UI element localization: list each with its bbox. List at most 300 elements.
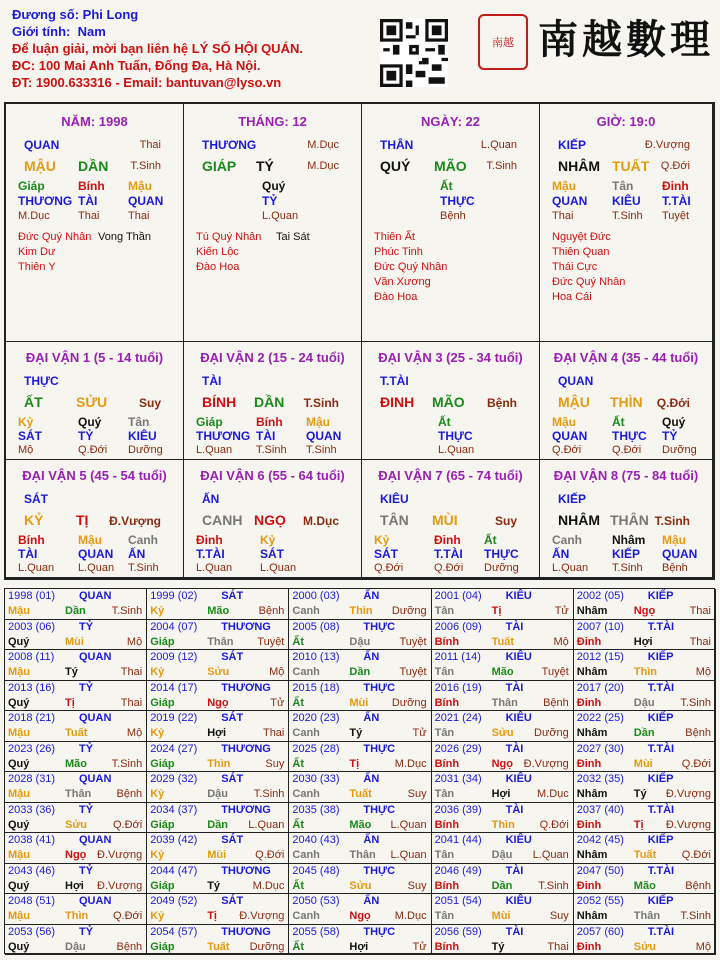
owner-name: Đương số: Phi Long bbox=[12, 7, 139, 22]
year-star: Tuyệt bbox=[399, 666, 427, 678]
year-stem: Giáp bbox=[150, 757, 175, 770]
year-branch: Mão bbox=[491, 666, 514, 678]
hidden-star: Q.Đới bbox=[552, 444, 582, 456]
hidden-star: Q.Đới bbox=[374, 562, 404, 574]
year-cell bbox=[289, 803, 431, 834]
year-cell bbox=[432, 711, 574, 742]
pillar-title: NGÀY: 22 bbox=[421, 114, 480, 129]
year-god: QUAN bbox=[79, 651, 112, 663]
year-label: 2055 (58) bbox=[292, 925, 340, 938]
year-god: TỶ bbox=[79, 681, 94, 694]
year-star: M.Dục bbox=[537, 788, 569, 800]
hidden-god: THƯƠNG bbox=[18, 194, 73, 208]
hidden-star: Dưỡng bbox=[128, 444, 163, 456]
year-god: KIÊU bbox=[505, 773, 532, 785]
year-stem: Canh bbox=[292, 605, 320, 617]
dai-van-cell bbox=[184, 342, 362, 460]
year-stem: Đinh bbox=[576, 696, 602, 709]
year-stem: Quý bbox=[8, 818, 30, 831]
special-star: Tú Quý Nhân bbox=[196, 231, 262, 243]
year-cell bbox=[289, 589, 431, 620]
year-star: Mộ bbox=[695, 940, 711, 953]
gender-label: Giới tính: bbox=[12, 24, 71, 39]
year-branch: Mão bbox=[349, 818, 372, 831]
year-label: 1998 (01) bbox=[8, 590, 56, 602]
year-stem: Giáp bbox=[150, 940, 175, 953]
year-stem: Bính bbox=[434, 879, 460, 892]
hidden-stem: Giáp bbox=[196, 415, 223, 429]
brand-logo: 南越數理 bbox=[538, 15, 714, 63]
year-cell bbox=[574, 833, 716, 864]
hidden-stem: Mậu bbox=[128, 179, 152, 193]
year-stem: Tân bbox=[434, 849, 455, 861]
pillar-can: MẬU bbox=[24, 158, 56, 174]
year-branch: Thân bbox=[491, 696, 518, 709]
year-god: TÀI bbox=[505, 864, 524, 877]
year-label: 2018 (21) bbox=[8, 712, 56, 724]
hidden-god: TỶ bbox=[78, 429, 94, 443]
year-star: Suy bbox=[265, 757, 285, 770]
year-cell bbox=[147, 711, 289, 742]
dai-van-chi: NGỌ bbox=[254, 512, 286, 528]
year-stem: Giáp bbox=[150, 635, 175, 648]
year-stem: Đinh bbox=[576, 757, 602, 770]
pillar-can: NHÂM bbox=[558, 158, 600, 174]
year-cell bbox=[147, 742, 289, 773]
year-stem: Bính bbox=[434, 940, 460, 953]
year-stem: Nhâm bbox=[576, 666, 608, 678]
year-label: 2048 (51) bbox=[8, 895, 56, 907]
year-cell bbox=[5, 803, 147, 834]
year-star: Bệnh bbox=[685, 727, 711, 739]
year-cell bbox=[432, 589, 574, 620]
pillar-chi: TÝ bbox=[256, 158, 274, 174]
dai-van-god: QUAN bbox=[558, 374, 594, 388]
year-stem: Quý bbox=[8, 940, 30, 953]
hidden-star: Q.Đới bbox=[612, 444, 642, 456]
year-god: KIÊU bbox=[505, 651, 532, 663]
year-label: 2050 (53) bbox=[292, 895, 340, 907]
year-cell bbox=[147, 650, 289, 681]
year-cell bbox=[432, 833, 574, 864]
hidden-star: Thai bbox=[552, 210, 574, 222]
year-label: 2043 (46) bbox=[8, 864, 56, 877]
pillar-chi: TUẤT bbox=[612, 158, 650, 174]
hidden-star: T.Sinh bbox=[256, 444, 287, 456]
year-cell bbox=[289, 864, 431, 895]
year-branch: Sửu bbox=[491, 727, 514, 739]
year-cell bbox=[289, 772, 431, 803]
hidden-god: QUAN bbox=[306, 429, 342, 443]
year-branch: Sửu bbox=[65, 818, 88, 831]
year-god: KIẾP bbox=[647, 651, 674, 663]
year-star: Tử bbox=[412, 940, 427, 953]
hidden-god: THỰC bbox=[484, 547, 519, 561]
year-god: KIÊU bbox=[505, 834, 532, 846]
year-star: Suy bbox=[407, 788, 427, 800]
year-stem: Kỷ bbox=[150, 605, 165, 617]
year-stem: Giáp bbox=[150, 818, 175, 831]
pillar-cell bbox=[184, 104, 362, 342]
year-god: QUAN bbox=[79, 895, 112, 907]
year-god: THỰC bbox=[363, 925, 396, 938]
pillar-title: THÁNG: 12 bbox=[238, 114, 307, 129]
year-god: ẤN bbox=[363, 651, 380, 663]
year-star: T.Sinh bbox=[253, 788, 285, 800]
hidden-stem: Mậu bbox=[662, 533, 686, 547]
hidden-god: T.TÀI bbox=[662, 194, 691, 208]
year-label: 2038 (41) bbox=[8, 834, 56, 846]
year-label: 2028 (31) bbox=[8, 773, 56, 785]
year-label: 2034 (37) bbox=[150, 803, 198, 816]
year-star: Bệnh bbox=[543, 696, 569, 709]
year-cell bbox=[289, 742, 431, 773]
year-stem: Đinh bbox=[576, 940, 602, 953]
hidden-stem: Bính bbox=[78, 179, 105, 193]
dai-van-can: BÍNH bbox=[202, 394, 237, 410]
hidden-stem: Mậu bbox=[552, 179, 576, 193]
hidden-star: L.Quan bbox=[438, 444, 475, 456]
year-label: 2033 (36) bbox=[8, 803, 56, 816]
year-star: Bệnh bbox=[116, 788, 143, 800]
dai-van-can: TÂN bbox=[380, 512, 409, 528]
year-cell bbox=[5, 589, 147, 620]
year-cell bbox=[147, 589, 289, 620]
year-stem: Ất bbox=[292, 635, 304, 648]
year-label: 2011 (14) bbox=[434, 651, 481, 663]
dai-van-cell bbox=[362, 342, 540, 460]
year-stem: Nhâm bbox=[576, 849, 608, 861]
year-label: 2025 (28) bbox=[292, 742, 340, 755]
year-label: 2027 (30) bbox=[576, 742, 624, 755]
year-star: Bệnh bbox=[116, 940, 143, 953]
year-label: 2002 (05) bbox=[576, 590, 624, 602]
year-god: SÁT bbox=[221, 895, 244, 907]
dai-van-star: Q.Đới bbox=[656, 396, 690, 410]
dai-van-can: ẤT bbox=[24, 394, 43, 410]
year-label: 2036 (39) bbox=[434, 803, 482, 816]
year-label: 2003 (06) bbox=[8, 620, 56, 633]
year-label: 2005 (08) bbox=[292, 620, 340, 633]
year-stem: Canh bbox=[292, 849, 320, 861]
year-branch: Hợi bbox=[633, 635, 653, 648]
hidden-stem: Bính bbox=[256, 415, 283, 429]
year-stem: Mậu bbox=[8, 605, 30, 617]
year-branch: Hợi bbox=[349, 940, 369, 953]
year-god: TỶ bbox=[79, 620, 94, 633]
year-branch: Tý bbox=[207, 879, 221, 892]
year-stem: Mậu bbox=[8, 788, 30, 800]
year-label: 2047 (50) bbox=[576, 864, 624, 877]
dai-van-cell bbox=[362, 460, 540, 578]
year-label: 2052 (55) bbox=[576, 895, 624, 907]
year-branch: Tuất bbox=[349, 788, 372, 800]
year-label: 2006 (09) bbox=[434, 620, 482, 633]
year-stem: Nhâm bbox=[576, 727, 608, 739]
year-god: SÁT bbox=[221, 712, 244, 724]
pillar-can: GIÁP bbox=[202, 158, 237, 174]
year-stem: Kỷ bbox=[150, 910, 165, 922]
hidden-stem: Quý bbox=[662, 415, 686, 429]
hidden-stem: Canh bbox=[128, 533, 158, 547]
year-label: 2032 (35) bbox=[576, 773, 624, 785]
contact-note: Để luận giải, mời bạn liên hệ LÝ SỐ HỘI QUÁN. bbox=[12, 41, 303, 56]
special-star: Kim Dư bbox=[18, 246, 56, 258]
year-label: 2045 (48) bbox=[292, 864, 340, 877]
year-branch: Ngọ bbox=[65, 849, 87, 861]
year-label: 2040 (43) bbox=[292, 834, 340, 846]
year-cell bbox=[432, 894, 574, 925]
pillar-top-god: THÂN bbox=[380, 138, 414, 152]
hidden-god: QUAN bbox=[662, 547, 698, 561]
dai-van-star: T.Sinh bbox=[654, 514, 690, 528]
year-star: T.Sinh bbox=[680, 910, 711, 922]
year-star: Đ.Vượng bbox=[665, 788, 711, 800]
year-branch: Dậu bbox=[491, 849, 513, 861]
hidden-god: QUAN bbox=[78, 547, 114, 561]
year-branch: Mùi bbox=[491, 910, 511, 922]
dai-van-cell bbox=[6, 342, 184, 460]
year-stem: Ất bbox=[292, 757, 304, 770]
year-label: 2022 (25) bbox=[576, 712, 624, 724]
dai-van-god: KIÊU bbox=[380, 492, 409, 506]
year-cell bbox=[432, 772, 574, 803]
hidden-god: THỰC bbox=[438, 429, 473, 443]
year-stem: Ất bbox=[292, 879, 304, 892]
dai-van-title: ĐẠI VẬN 8 (75 - 84 tuổi) bbox=[553, 468, 699, 483]
hidden-star: Dưỡng bbox=[662, 444, 697, 456]
year-label: 2000 (03) bbox=[292, 590, 340, 602]
year-label: 2046 (49) bbox=[434, 864, 482, 877]
year-branch: Dần bbox=[207, 818, 228, 831]
year-god: QUAN bbox=[79, 590, 112, 602]
hidden-star: L.Quan bbox=[552, 562, 589, 574]
year-star: T.Sinh bbox=[111, 605, 143, 617]
hidden-star: Q.Đới bbox=[78, 444, 108, 456]
year-cell bbox=[574, 681, 716, 712]
hidden-star: Mộ bbox=[18, 444, 34, 456]
hidden-stem: Mậu bbox=[552, 415, 576, 429]
year-god: THỰC bbox=[363, 620, 396, 633]
year-stem: Nhâm bbox=[576, 788, 608, 800]
year-branch: Tị bbox=[491, 605, 502, 617]
year-star: Thai bbox=[120, 696, 143, 709]
special-star: Văn Xương bbox=[374, 276, 431, 288]
year-branch: Thìn bbox=[349, 605, 373, 617]
pillar-title: NĂM: 1998 bbox=[61, 114, 128, 129]
year-cell bbox=[432, 681, 574, 712]
year-star: Tuyệt bbox=[541, 666, 569, 678]
year-branch: Thìn bbox=[491, 818, 515, 831]
year-god: KIẾP bbox=[647, 773, 674, 785]
dai-van-chi: THÌN bbox=[610, 394, 643, 410]
year-star: Tuyệt bbox=[257, 635, 285, 648]
hidden-god: SÁT bbox=[374, 547, 398, 561]
year-stem: Bính bbox=[434, 818, 460, 831]
year-star: Thai bbox=[547, 940, 569, 953]
dai-van-star: Suy bbox=[494, 514, 517, 528]
hidden-stem: Đinh bbox=[662, 179, 689, 193]
year-branch: Tý bbox=[65, 666, 78, 678]
year-star: Đ.Vượng bbox=[665, 818, 711, 831]
year-star: L.Quan bbox=[390, 818, 427, 831]
year-god: THƯƠNG bbox=[221, 864, 271, 877]
year-star: Dưỡng bbox=[391, 605, 427, 617]
year-cell bbox=[574, 925, 716, 956]
dai-van-chi: THÂN bbox=[610, 512, 649, 528]
year-god: QUAN bbox=[79, 712, 112, 724]
year-branch: Mão bbox=[65, 757, 87, 770]
hidden-stem: Canh bbox=[552, 533, 582, 547]
year-cell bbox=[289, 620, 431, 651]
year-branch: Ngọ bbox=[491, 757, 513, 770]
year-god: SÁT bbox=[221, 773, 244, 785]
year-branch: Thân bbox=[207, 635, 234, 648]
year-cell bbox=[5, 894, 147, 925]
hidden-stem: Ất bbox=[440, 179, 453, 193]
contact-phone-email: ĐT: 1900.633316 - Email: bantuvan@lyso.vn bbox=[12, 75, 282, 90]
year-label: 2056 (59) bbox=[434, 925, 482, 938]
year-cell bbox=[289, 925, 431, 956]
dai-van-can: NHÂM bbox=[558, 512, 600, 528]
year-god: THỰC bbox=[363, 742, 396, 755]
year-cell bbox=[289, 833, 431, 864]
year-label: 2012 (15) bbox=[576, 651, 624, 663]
dai-van-can: MẬU bbox=[558, 394, 590, 410]
special-star: Thiên Ất bbox=[374, 231, 415, 243]
pillar-chi: DẦN bbox=[78, 158, 109, 174]
year-stem: Mậu bbox=[8, 666, 30, 678]
year-branch: Tý bbox=[491, 940, 505, 953]
year-cell bbox=[147, 833, 289, 864]
special-star: Thiên Y bbox=[18, 261, 56, 273]
special-star: Thái Cực bbox=[552, 261, 598, 273]
year-branch: Mão bbox=[207, 605, 230, 617]
dai-van-star: Suy bbox=[138, 396, 161, 410]
hidden-star: Dưỡng bbox=[484, 562, 519, 574]
hidden-star: L.Quan bbox=[196, 444, 233, 456]
year-stem: Ất bbox=[292, 696, 304, 709]
dai-van-can: KỶ bbox=[24, 512, 44, 528]
hidden-stem: Quý bbox=[262, 179, 286, 193]
year-god: SÁT bbox=[221, 834, 244, 846]
year-stem: Giáp bbox=[150, 696, 175, 709]
year-cell bbox=[5, 650, 147, 681]
year-branch: Dần bbox=[349, 666, 371, 678]
year-cell bbox=[574, 864, 716, 895]
hidden-star: Thai bbox=[128, 210, 150, 222]
year-branch: Dần bbox=[65, 605, 86, 617]
pillar-chi-star: M.Dục bbox=[307, 160, 339, 172]
dai-van-chi: DẦN bbox=[254, 394, 285, 410]
dai-van-title: ĐẠI VẬN 7 (65 - 74 tuổi) bbox=[378, 468, 523, 483]
pillar-cell bbox=[540, 104, 713, 342]
dai-van-title: ĐẠI VẬN 2 (15 - 24 tuổi) bbox=[200, 350, 345, 365]
year-branch: Tý bbox=[633, 788, 647, 800]
pillar-title: GIỜ: 19:0 bbox=[596, 114, 656, 129]
year-star: L.Quan bbox=[532, 849, 569, 861]
hidden-star: T.Sinh bbox=[128, 562, 159, 574]
pillar-chi: MÃO bbox=[434, 158, 467, 174]
hidden-star: L.Quan bbox=[260, 562, 297, 574]
year-label: 2016 (19) bbox=[434, 681, 482, 694]
hidden-god: TÀI bbox=[78, 194, 98, 208]
year-star: Đ.Vượng bbox=[523, 757, 569, 770]
year-branch: Tị bbox=[349, 757, 360, 770]
year-cell bbox=[5, 742, 147, 773]
year-god: THƯƠNG bbox=[221, 742, 271, 755]
year-cell bbox=[5, 620, 147, 651]
year-star: L.Quan bbox=[248, 818, 285, 831]
year-label: 2013 (16) bbox=[8, 681, 56, 694]
year-stem: Quý bbox=[8, 879, 30, 892]
year-branch: Tuất bbox=[65, 727, 88, 739]
pillar-top-god: THƯƠNG bbox=[202, 138, 257, 152]
year-branch: Tuất bbox=[491, 635, 514, 648]
dai-van-title: ĐẠI VẬN 3 (25 - 34 tuổi) bbox=[378, 350, 523, 365]
year-god: TỶ bbox=[79, 742, 94, 755]
year-star: Tử bbox=[412, 727, 427, 739]
dai-van-cell bbox=[540, 342, 713, 460]
year-cell bbox=[432, 620, 574, 651]
year-cell bbox=[5, 681, 147, 712]
hidden-god: TỶ bbox=[262, 194, 278, 208]
year-branch: Dậu bbox=[349, 635, 371, 648]
dai-van-title: ĐẠI VẬN 4 (35 - 44 tuổi) bbox=[553, 350, 699, 365]
hidden-god: SÁT bbox=[18, 429, 42, 443]
hidden-god: ẤN bbox=[128, 547, 146, 561]
year-cell bbox=[147, 864, 289, 895]
pillar-can: QUÝ bbox=[380, 158, 411, 174]
year-stem: Tân bbox=[434, 605, 455, 617]
year-label: 2026 (29) bbox=[434, 742, 482, 755]
year-stem: Mậu bbox=[8, 849, 30, 861]
special-star: Kiến Lộc bbox=[196, 246, 239, 258]
hidden-star: Bệnh bbox=[440, 210, 466, 222]
year-branch: Thìn bbox=[633, 666, 658, 678]
dai-van-god: KIẾP bbox=[558, 492, 587, 506]
year-branch: Mùi bbox=[65, 635, 84, 648]
hidden-stem: Mậu bbox=[78, 533, 102, 547]
hidden-god: THỰC bbox=[612, 429, 647, 443]
hidden-stem: Quý bbox=[78, 415, 102, 429]
dai-van-chi: SỬU bbox=[76, 394, 108, 410]
year-star: T.Sinh bbox=[111, 757, 143, 770]
year-label: 2035 (38) bbox=[292, 803, 340, 816]
pillar-top-star: Thai bbox=[139, 139, 161, 151]
year-star: Dưỡng bbox=[391, 696, 427, 709]
year-branch: Hợi bbox=[207, 727, 227, 739]
year-god: TÀI bbox=[505, 742, 524, 755]
year-stem: Canh bbox=[292, 727, 320, 739]
hidden-stem: Kỷ bbox=[260, 533, 276, 547]
year-cell bbox=[147, 620, 289, 651]
year-stem: Bính bbox=[434, 757, 460, 770]
hidden-star: T.Sinh bbox=[612, 210, 643, 222]
year-label: 2020 (23) bbox=[292, 712, 340, 724]
hidden-stem: Kỷ bbox=[18, 415, 34, 429]
year-branch: Dần bbox=[491, 879, 513, 892]
year-god: THƯƠNG bbox=[221, 620, 271, 633]
year-label: 2030 (33) bbox=[292, 773, 340, 785]
year-star: Q.Đới bbox=[112, 818, 143, 831]
year-god: THỰC bbox=[363, 803, 396, 816]
year-branch: Sửu bbox=[349, 879, 372, 892]
year-label: 2015 (18) bbox=[292, 681, 340, 694]
year-star: Q.Đới bbox=[112, 910, 143, 922]
hidden-stem: Ất bbox=[612, 415, 625, 429]
year-branch: Dậu bbox=[65, 940, 86, 953]
